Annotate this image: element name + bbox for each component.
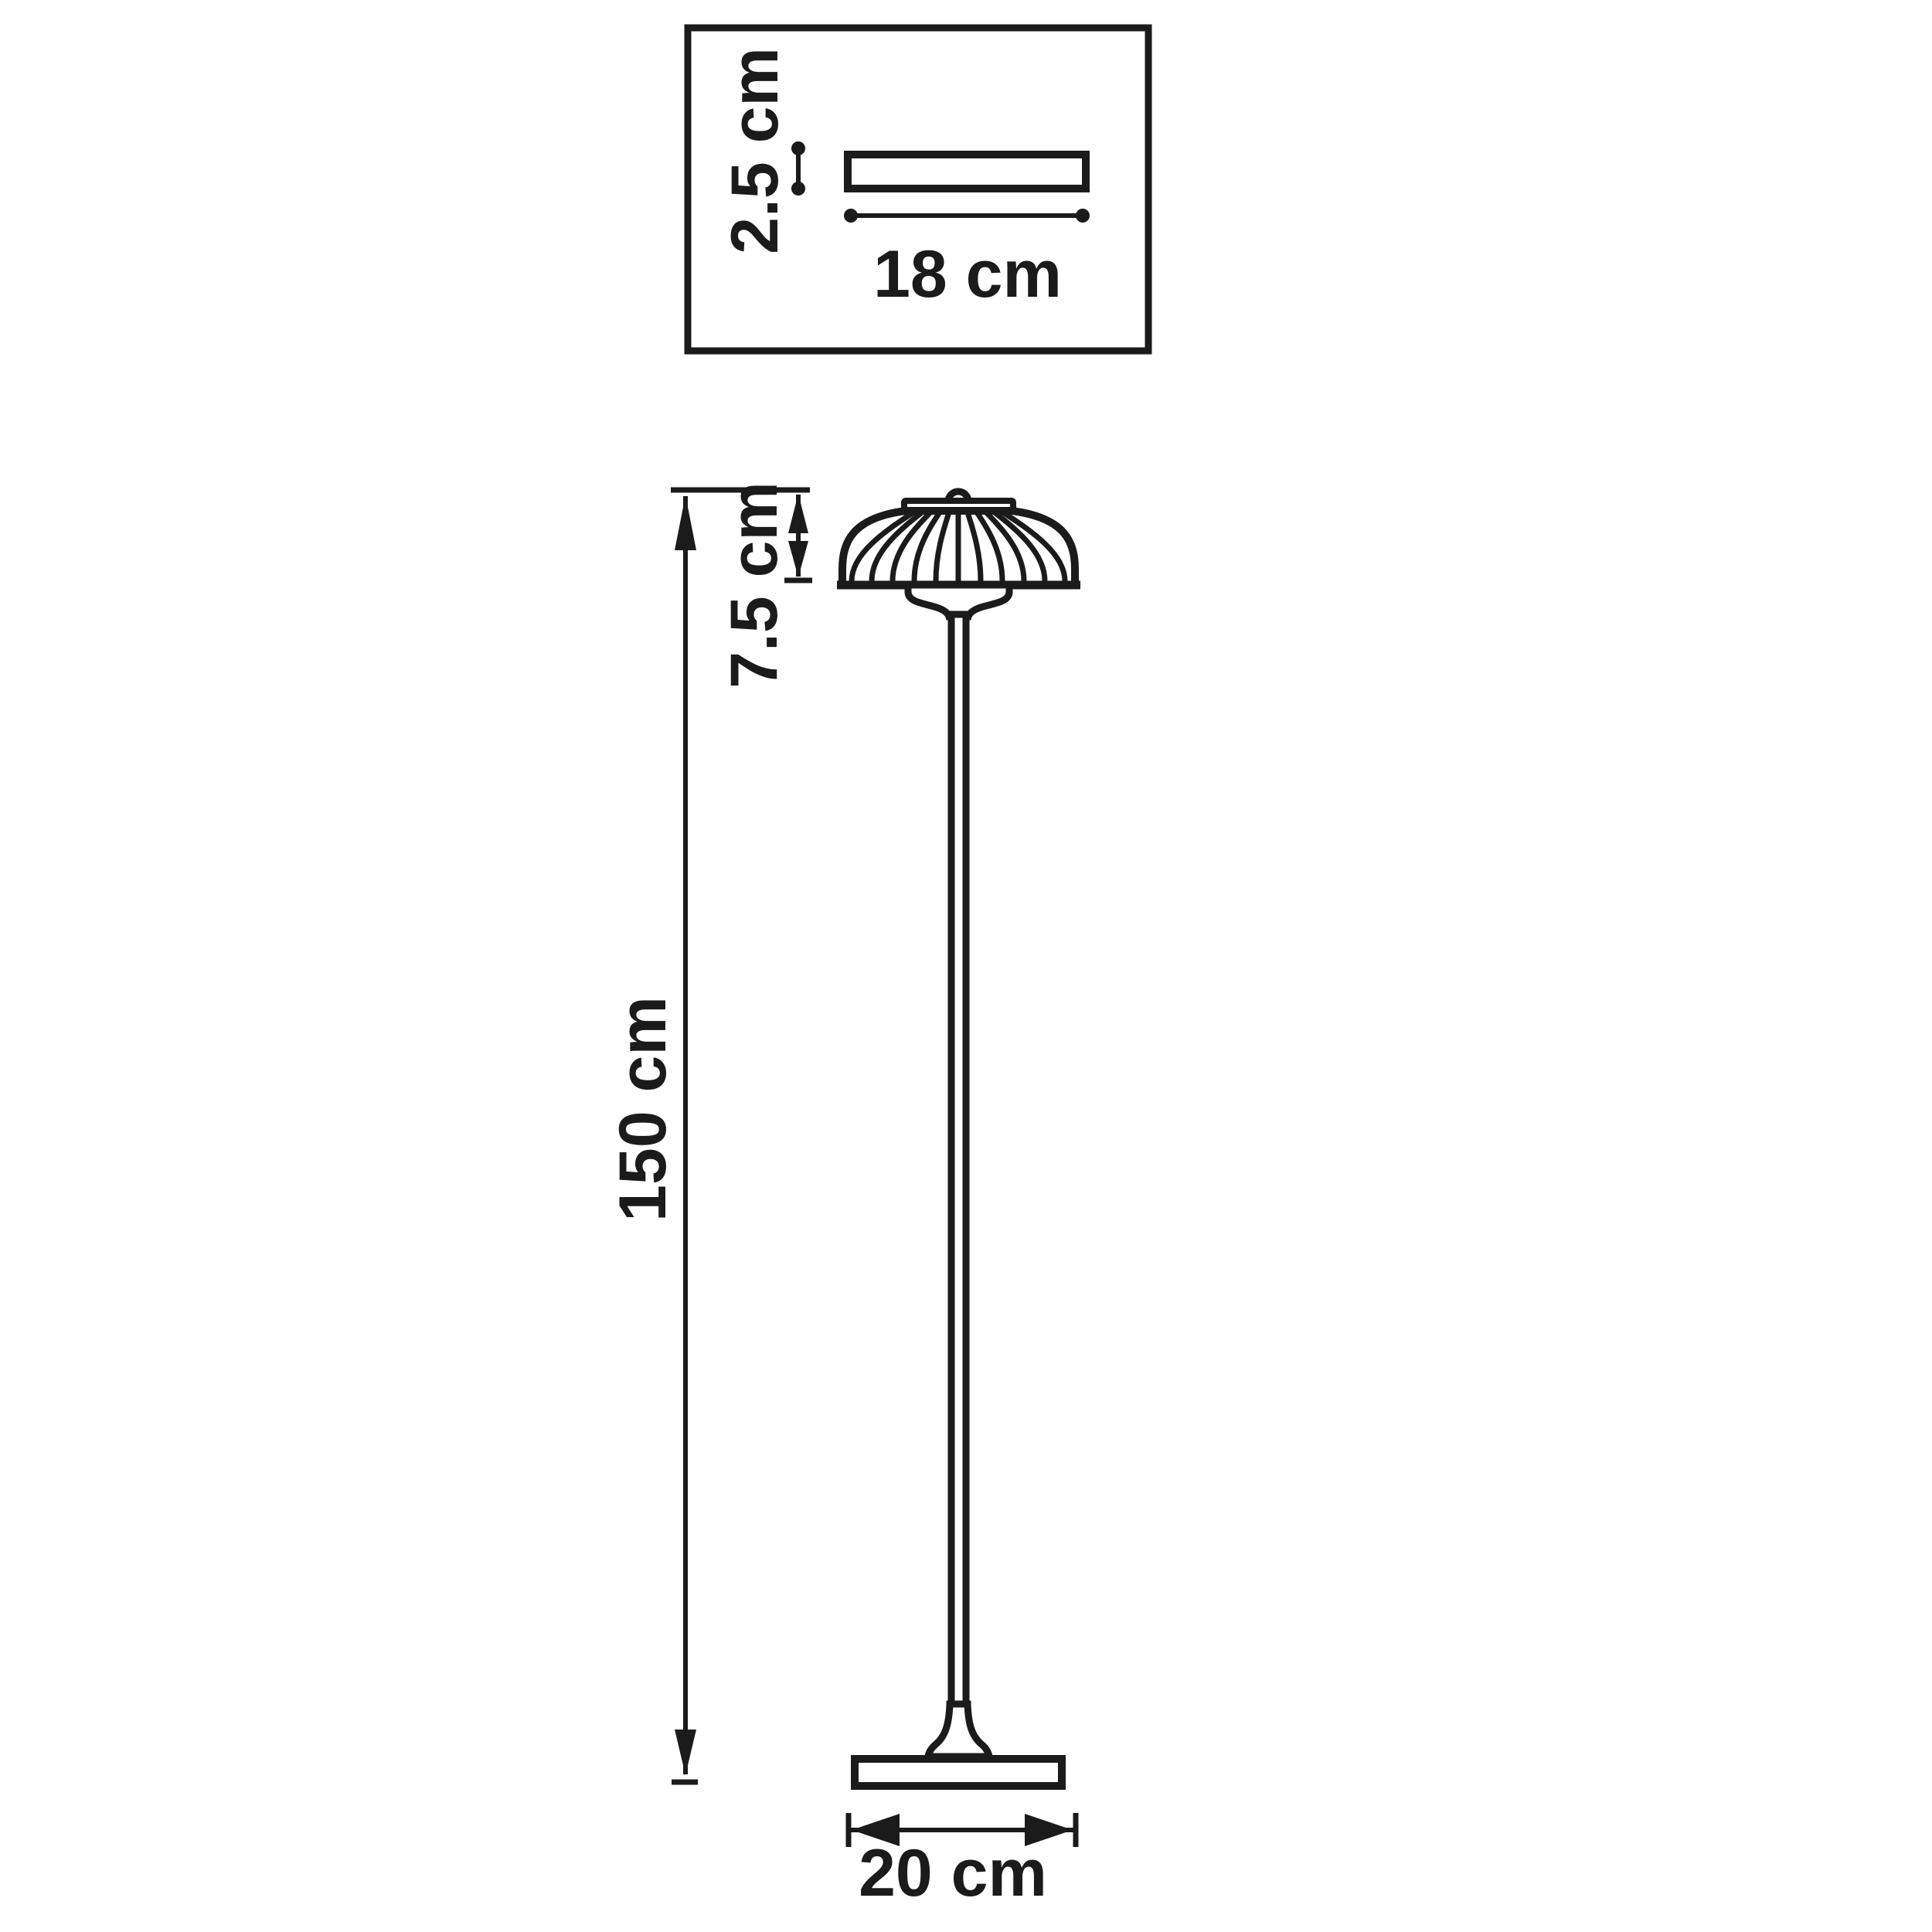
inset-width-label: 18 cm — [873, 237, 1062, 311]
inset-detail-box — [688, 28, 1148, 351]
dimension-2-5-dot-bottom — [791, 182, 805, 196]
total-height-label: 150 cm — [606, 996, 680, 1222]
shade-height-label: 7.5 cm — [717, 481, 791, 689]
dimension-150-arrow-down — [675, 1730, 696, 1775]
dimension-150-arrow-up — [675, 495, 696, 550]
dimension-18-dot-right — [1076, 209, 1090, 223]
lamp-base-stem — [928, 1704, 989, 1757]
dimension-18 — [844, 209, 1090, 311]
inset-height-label: 2.5 cm — [718, 47, 792, 254]
tube-profile — [848, 155, 1086, 189]
dimension-2-5-dot-top — [791, 141, 805, 155]
lamp-base-plate — [855, 1759, 1062, 1786]
dimension-18-dot-left — [844, 209, 858, 223]
dimension-20 — [849, 1813, 1076, 1910]
floor-lamp-drawing — [837, 492, 1080, 1786]
dimension-2-5 — [718, 47, 805, 254]
dimension-7-5 — [717, 481, 812, 689]
base-width-label: 20 cm — [859, 1836, 1047, 1910]
lamp-pole — [951, 614, 966, 1704]
